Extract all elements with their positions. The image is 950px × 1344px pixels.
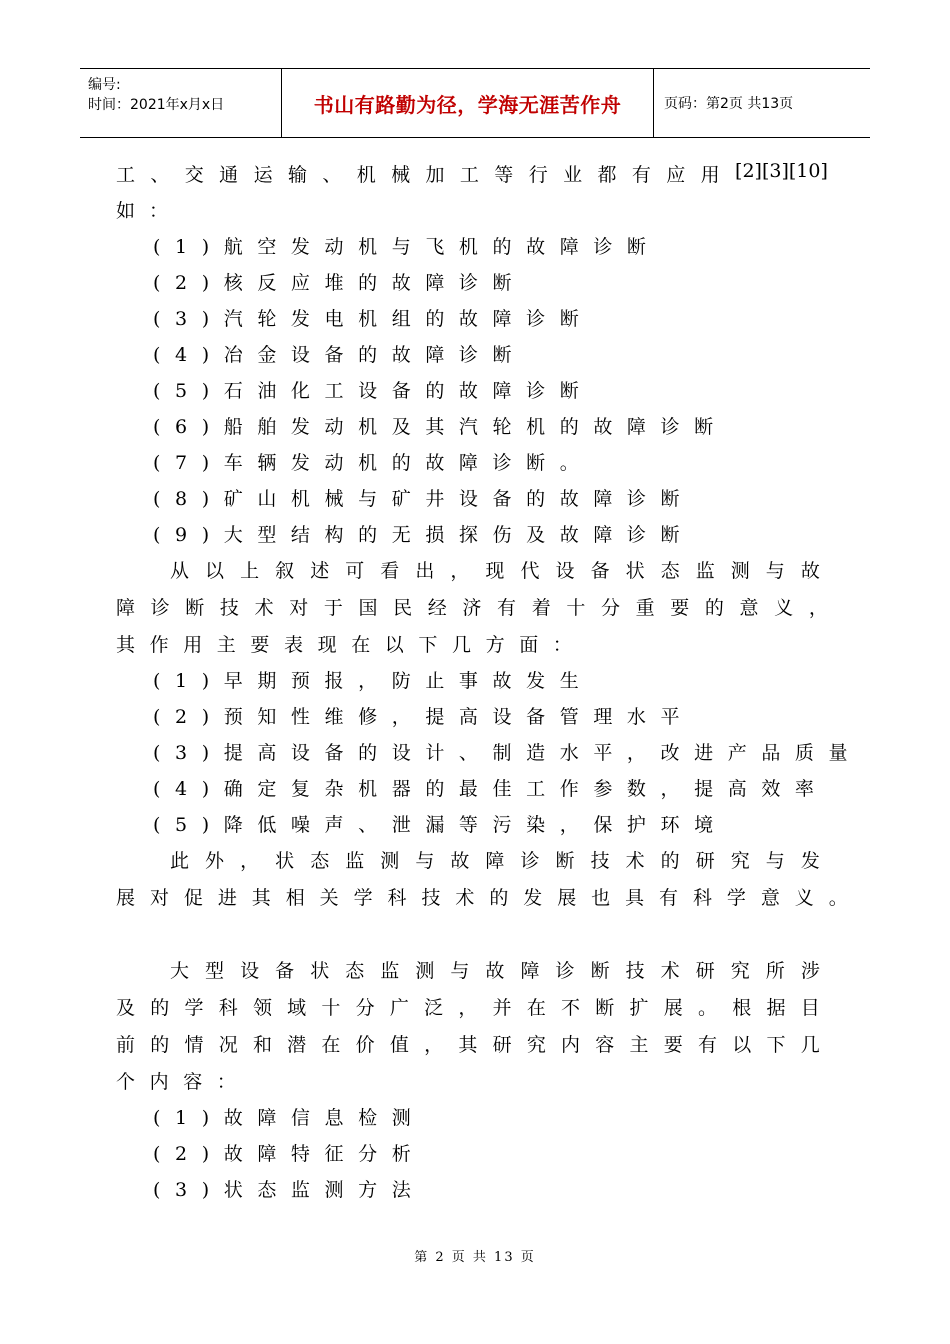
char: 障 [116,597,136,619]
list1-item-7: (7)车辆发动机的故障诊断。 [153,452,594,474]
char: 业 [563,164,583,186]
char: 价 [355,1034,375,1056]
char: 着 [531,597,551,619]
char: 义 [774,597,794,619]
char: 意 [739,597,759,619]
char: 潜 [287,1034,307,1056]
char: 械 [391,164,411,186]
time-label: 时间：2021年x月x日 [88,97,225,113]
char: 大 [170,960,190,982]
char: 应 [666,164,686,186]
char: 学 [184,997,204,1019]
char: 态 [310,850,330,872]
char: 意 [760,887,780,909]
char: 涉 [800,960,820,982]
char: 关 [319,887,339,909]
char: 域 [287,997,307,1019]
char: 在 [526,997,546,1019]
char: 代 [520,560,540,582]
char: 从 [170,560,190,582]
list2-item-1: (1)早期预报，防止事故发生 [153,670,594,692]
char: 与 [765,850,785,872]
char: 国 [358,597,378,619]
char: 经 [427,597,447,619]
char: 扩 [629,997,649,1019]
char: 交 [184,164,204,186]
header-meta [88,75,224,115]
char: 机 [356,164,376,186]
list1-item-5: (5)石油化工设备的故障诊断 [153,380,594,402]
char: 前 [116,1034,136,1056]
list3-item-1: (1)故障信息检测 [153,1107,426,1129]
char: 行 [528,164,548,186]
char: 根 [732,997,752,1019]
char: 技 [590,850,610,872]
char: 的 [150,1034,170,1056]
char: 等 [494,164,514,186]
char: 与 [415,850,435,872]
char: 研 [695,960,715,982]
char: 情 [184,1034,204,1056]
char: 重 [635,597,655,619]
char: 型 [205,960,225,982]
list1-item-6: (6)船舶发动机及其汽轮机的故障诊断 [153,416,728,438]
char: 研 [492,1034,512,1056]
char: 目 [800,997,820,1019]
char: 态 [660,560,680,582]
char: 究 [526,1034,546,1056]
char: 障 [520,960,540,982]
char: 状 [310,960,330,982]
char: 断 [185,597,205,619]
char: 现 [485,560,505,582]
list1-item-4: (4)冶金设备的故障诊断 [153,344,527,366]
list2-item-5: (5)降低噪声、泄漏等污染，保护环境 [153,814,728,836]
char: 义 [794,887,814,909]
char: ， [240,850,260,872]
char: 领 [252,997,272,1019]
char: 展 [663,997,683,1019]
char: [2][3][10] [735,160,828,182]
char: 所 [765,960,785,982]
char: 术 [455,887,475,909]
char: 有 [497,597,517,619]
char: 进 [217,887,237,909]
list2-item-4: (4)确定复杂机器的最佳工作参数，提高效率 [153,778,829,800]
char: 十 [566,597,586,619]
header-motto: 书山有路勤为径，学海无涯苦作舟 [313,92,622,117]
char: ， [424,1034,444,1056]
char: 用 [700,164,720,186]
list3-item-3: (3)状态监测方法 [153,1179,426,1201]
char: 障 [485,850,505,872]
char: 述 [310,560,330,582]
char: 诊 [555,960,575,982]
intro-line-2: 如： [116,200,183,222]
char: 相 [285,887,305,909]
list1-item-2: (2)核反应堆的故障诊断 [153,272,527,294]
char: 、 [322,164,342,186]
char: 监 [695,560,715,582]
char: 展 [116,887,136,909]
char: 外 [205,850,225,872]
char: 状 [275,850,295,872]
char: 测 [415,960,435,982]
char: 下 [766,1034,786,1056]
para4-line-2 [116,993,820,1020]
para2-line-3: 其作用主要表现在以下几方面： [116,634,587,656]
char: 学 [726,887,746,909]
para4-line-4: 个内容： [116,1071,251,1093]
char: 和 [252,1034,272,1056]
char: 泛 [424,997,444,1019]
char: 监 [380,960,400,982]
char: 要 [663,1034,683,1056]
char: 与 [765,560,785,582]
char: 。 [828,887,848,909]
char: 发 [523,887,543,909]
char: 要 [670,597,690,619]
list1-item-9: (9)大型结构的无损探伤及故障诊断 [153,524,695,546]
char: 科 [387,887,407,909]
char: 有 [697,1034,717,1056]
char: 其 [251,887,271,909]
para4-line-3 [116,1030,820,1057]
char: 、 [150,164,170,186]
char: 诊 [150,597,170,619]
char: 看 [380,560,400,582]
char: 技 [421,887,441,909]
char: 主 [629,1034,649,1056]
char: 测 [380,850,400,872]
char: 据 [766,997,786,1019]
char: ， [450,560,470,582]
char: 技 [625,960,645,982]
char: 工 [459,164,479,186]
char: 术 [625,850,645,872]
char: 济 [462,597,482,619]
char: 内 [561,1034,581,1056]
char: ， [808,597,828,619]
char: 的 [150,997,170,1019]
char: 展 [557,887,577,909]
char: 加 [425,164,445,186]
char: 运 [253,164,273,186]
char: 学 [353,887,373,909]
char: 断 [595,997,615,1019]
char: 可 [345,560,365,582]
char: 断 [590,960,610,982]
char: 监 [345,850,365,872]
char: 态 [345,960,365,982]
char: 叙 [275,560,295,582]
list1-item-3: (3)汽轮发电机组的故障诊断 [153,308,594,330]
char: 况 [218,1034,238,1056]
char: 分 [355,997,375,1019]
list3-item-2: (2)故障特征分析 [153,1143,426,1165]
char: 与 [450,960,470,982]
char: 工 [116,164,136,186]
char: 究 [730,960,750,982]
char: 故 [485,960,505,982]
list2-item-3: (3)提高设备的设计、制造水平，改进产品质量 [153,742,863,764]
char: 十 [321,997,341,1019]
char: 具 [625,887,645,909]
char: 促 [183,887,203,909]
char: 都 [597,164,617,186]
char: 科 [218,997,238,1019]
char: 值 [389,1034,409,1056]
char: 断 [555,850,575,872]
char: 备 [275,960,295,982]
para4-line-1 [170,956,820,983]
char: 此 [170,850,190,872]
para3-line-2 [116,883,848,910]
char: 技 [219,597,239,619]
char: 不 [561,997,581,1019]
char: 及 [116,997,136,1019]
char: 通 [219,164,239,186]
char: 广 [389,997,409,1019]
char: 于 [323,597,343,619]
char: 备 [590,560,610,582]
header-page-info: 页码：第2页 共13页 [664,96,794,112]
char: 故 [800,560,820,582]
char: 容 [595,1034,615,1056]
para2-line-1 [170,556,820,583]
page-footer: 第 2 页 共 13 页 [414,1250,536,1265]
char: 术 [254,597,274,619]
list1-item-1: (1)航空发动机与飞机的故障诊断 [153,236,661,258]
char: 的 [489,887,509,909]
char: 上 [240,560,260,582]
char: 几 [800,1034,820,1056]
char: 科 [692,887,712,909]
page-header [80,68,870,138]
char: 对 [149,887,169,909]
char: 的 [660,850,680,872]
char: 其 [458,1034,478,1056]
char: 以 [205,560,225,582]
char: 的 [704,597,724,619]
char: 究 [730,850,750,872]
char: 在 [321,1034,341,1056]
header-divider [653,69,654,137]
char: 也 [591,887,611,909]
char: 故 [450,850,470,872]
number-label: 编号: [88,77,121,93]
para2-line-2 [116,593,828,620]
list1-item-8: (8)矿山机械与矿井设备的故障诊断 [153,488,695,510]
char: 并 [492,997,512,1019]
char: 研 [695,850,715,872]
char: 以 [732,1034,752,1056]
char: 有 [659,887,679,909]
char: 输 [287,164,307,186]
intro-line-1 [116,160,828,187]
char: 状 [625,560,645,582]
char: ， [458,997,478,1019]
para3-line-1 [170,846,820,873]
char: 术 [660,960,680,982]
char: 有 [631,164,651,186]
char: 设 [240,960,260,982]
list2-item-2: (2)预知性维修，提高设备管理水平 [153,706,695,728]
char: 发 [800,850,820,872]
char: 分 [600,597,620,619]
char: 民 [393,597,413,619]
char: 设 [555,560,575,582]
char: 测 [730,560,750,582]
char: 对 [289,597,309,619]
char: 诊 [520,850,540,872]
char: 出 [415,560,435,582]
char: 。 [697,997,717,1019]
